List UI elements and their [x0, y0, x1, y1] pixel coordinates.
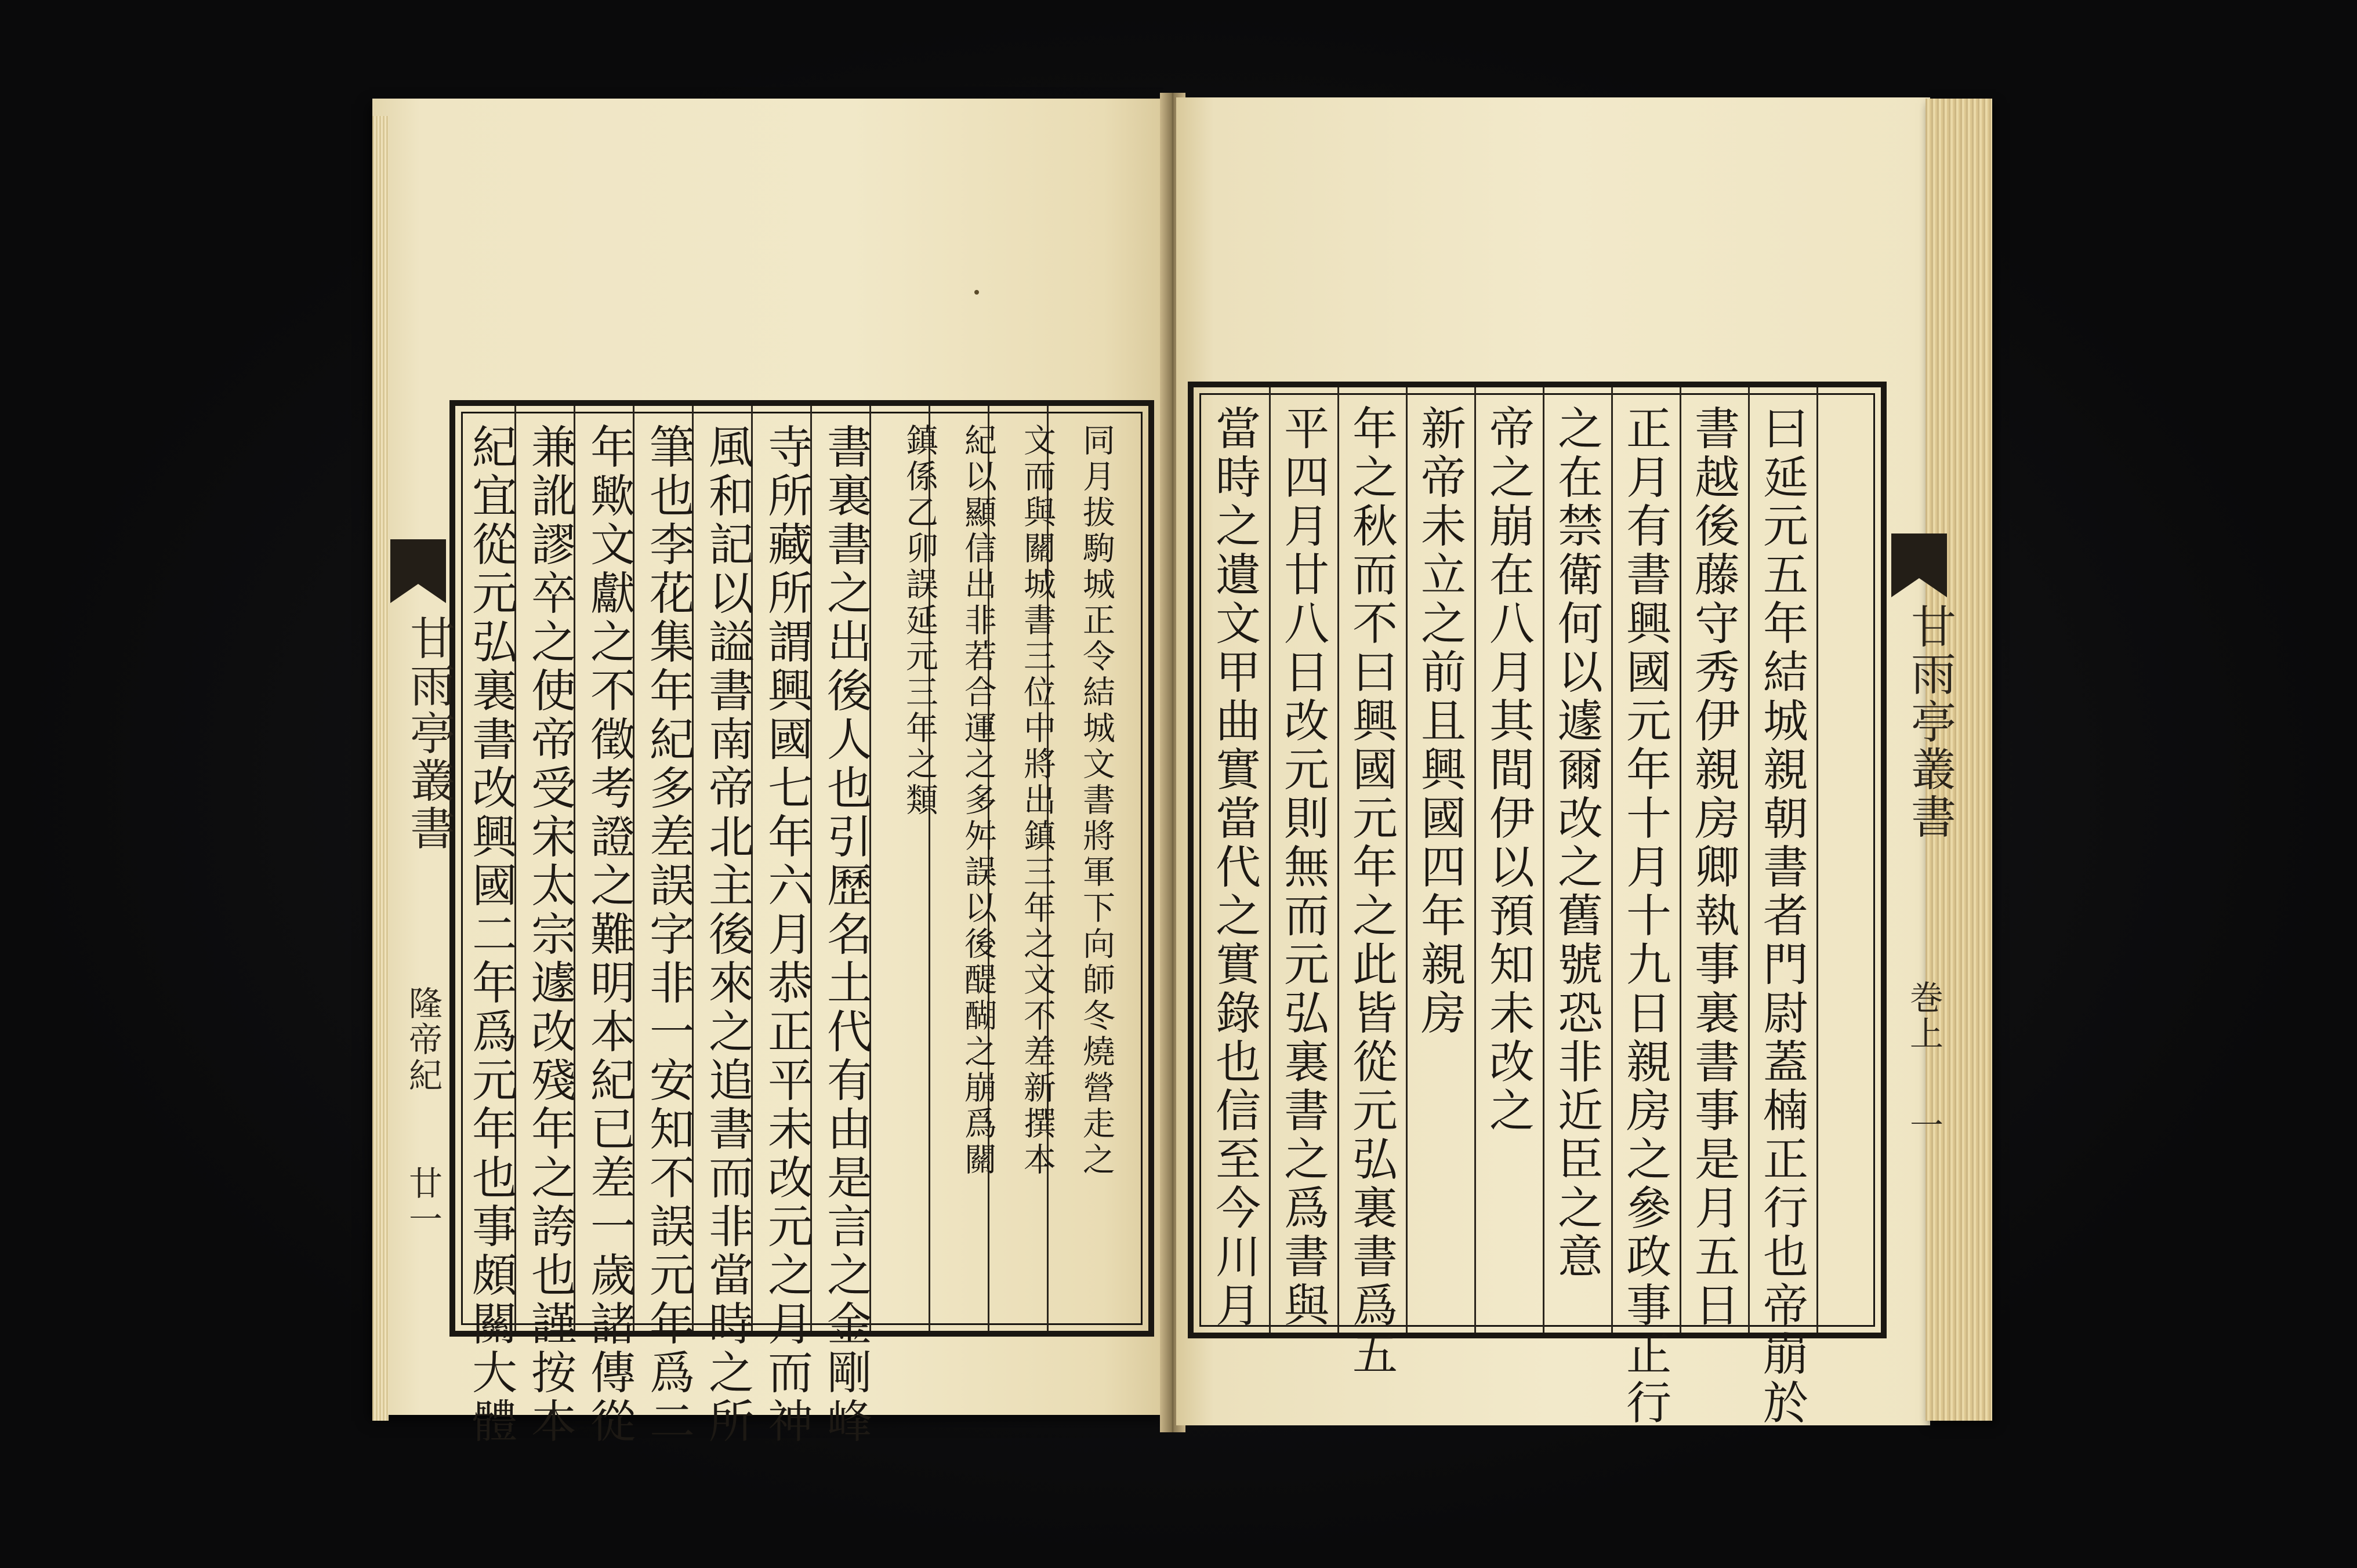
- banxin-title: 甘雨亭叢書: [402, 615, 455, 852]
- banxin-section: 巻上: [1904, 980, 1943, 1052]
- text-column-annotation: 同月拔駒城正令結城文書將軍下向師冬燒營走之: [1078, 423, 1115, 1178]
- left-text-frame: [449, 400, 1154, 1446]
- fish-tail-mark: [390, 539, 446, 603]
- paper-speck: [974, 290, 979, 295]
- text-column: 當時之遺文甲曲實當代之實錄也信至今川月: [1208, 405, 1260, 1330]
- text-column: 年之秋而不曰興國元年之此皆從元弘裏書爲五: [1345, 405, 1397, 1379]
- left-banxin: [386, 522, 455, 1276]
- text-column: 年歟文獻之不徵考證之難明本紀已差一歲諸傳從: [583, 423, 635, 1446]
- text-column: 筆也李花集年紀多差誤字非一安知不誤元年爲二: [642, 423, 694, 1446]
- text-column: 書裏書之出後人也引歷名土代有由是言之金剛峰: [819, 423, 872, 1446]
- banxin-folio: 廿一: [403, 1166, 443, 1237]
- text-column: 寺所藏所謂興國七年六月恭正平未改元之月而神: [760, 423, 813, 1446]
- text-column: 紀宜從元弘裏書改興國二年爲元年也事頗關大體: [465, 423, 517, 1446]
- text-column-annotation: 紀以顯信出非若合運之多舛誤以後醍醐之崩爲關: [959, 423, 997, 1178]
- text-column: 曰延元五年結城親朝書者門尉蓋楠正行也帝崩於: [1756, 405, 1808, 1428]
- text-column: 新帝未立之前且興國四年親房: [1413, 405, 1466, 1038]
- text-column-annotation: 文而與關城書三位中將出鎮三年之文不差新撰本: [1018, 423, 1056, 1178]
- right-text-frame: [1188, 382, 1887, 1428]
- banxin-folio: 一: [1904, 1108, 1943, 1144]
- fish-tail-mark: [1891, 533, 1947, 597]
- text-column-annotation: 鎮係乙卯誤延元三年之類: [901, 423, 938, 819]
- banxin-title: 甘雨亭叢書: [1903, 603, 1956, 841]
- text-column: 兼訛謬卒之使帝受宋太宗遽改殘年之誇也謹按本: [524, 423, 576, 1446]
- banxin-section: 隆帝紀: [403, 986, 443, 1094]
- text-column: 之在禁衛何以遽爾改之舊號恐非近臣之意: [1550, 405, 1602, 1282]
- text-column: 書越後藤守秀伊親房卿執事裏書事是月五日: [1687, 405, 1739, 1330]
- right-banxin: [1887, 522, 1956, 1276]
- text-column: 帝之崩在八月其間伊以預知未改之: [1482, 405, 1534, 1135]
- text-column: 正月有書興國元年十月十九日親房之參政事正行: [1619, 405, 1671, 1428]
- text-column: 平四月廿八日改元則無而元弘裏書之爲書與: [1277, 405, 1329, 1330]
- text-column: 風和記以謚書南帝北主後來之追書而非當時之所: [701, 423, 753, 1446]
